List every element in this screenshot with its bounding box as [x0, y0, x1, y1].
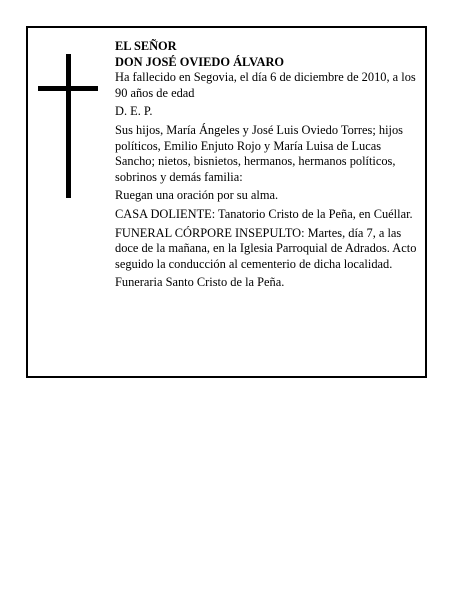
family-text: Sus hijos, María Ángeles y José Luis Oviedo Torres; hijos políticos, Emilio Enjuto Rojo y María Luisa de Lucas Sancho; nietos, bisnietos, hermanos, hermanos políticos, sobrinos y demás familia:: [115, 122, 403, 184]
deceased-name: DON JOSÉ OVIEDO ÁLVARO: [115, 54, 285, 69]
funeral-text: FUNERAL CÓRPORE INSEPULTO: Martes, día 7, a las doce de la mañana, en la Iglesia Parroquial de Adrados. Acto seguido la conducción al cementerio de dicha localidad.: [115, 225, 417, 271]
obituary-notice: [26, 26, 427, 378]
prayer-text: Ruegan una oración por su alma.: [115, 188, 279, 203]
death-info: Ha fallecido en Segovia, el día 6 de diciembre de 2010, a los 90 años de edad: [115, 70, 416, 100]
funeraria-text: Funeraria Santo Cristo de la Peña.: [115, 275, 285, 290]
cross-vertical-bar: [66, 54, 71, 198]
cross-horizontal-bar: [38, 86, 98, 91]
casa-doliente-text: CASA DOLIENTE: Tanatorio Cristo de la Peña, en Cuéllar.: [115, 206, 413, 221]
cross-icon: [38, 54, 98, 198]
rip-text: D. E. P.: [115, 104, 153, 119]
notice-text: [115, 39, 420, 294]
notice-title-line1: EL SEÑOR: [115, 39, 177, 53]
